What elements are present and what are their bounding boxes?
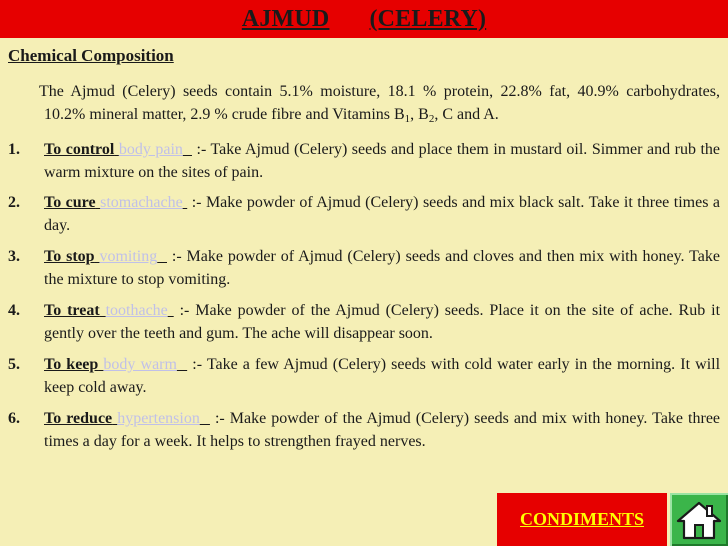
item-text: :- Take a few Ajmud (Celery) seeds with cold water early in the morning. It will keep cold away. [44, 356, 721, 396]
item-number: 4. [8, 302, 20, 319]
intro-text: The Ajmud (Celery) seeds contain 5.1% moisture, 18.1 % protein, 22.8% fat, 40.9% carbohydrates, 10.2% mineral matter, 2.9 % crude fibre and Vitamins B [39, 83, 720, 123]
remedy-link-body-pain[interactable]: body pain [118, 141, 183, 158]
condiments-button[interactable] [497, 493, 667, 546]
intro-text: , C and A. [434, 106, 499, 123]
vitamin-subscript: 2 [428, 113, 435, 125]
item-text: :- Take Ajmud (Celery) seeds and place them in mustard oil. Simmer and rub the warm mixture on the sites of pain. [44, 141, 721, 181]
item-number: 5. [8, 356, 20, 373]
item-lead: To cure [44, 194, 96, 211]
list-item [0, 353, 720, 399]
home-icon [676, 500, 722, 540]
item-number: 6. [8, 410, 20, 427]
item-lead: To stop [44, 248, 95, 265]
remedy-link-stomachache[interactable]: stomachache [100, 194, 183, 211]
remedy-link-vomiting[interactable]: vomiting [99, 248, 158, 265]
remedy-link-toothache[interactable]: toothache [105, 302, 168, 319]
remedy-link-body-warm[interactable]: body warm [103, 356, 177, 373]
title-bar [0, 0, 728, 38]
item-text: :- Make powder of Ajmud (Celery) seeds and cloves and then mix with honey. Take the mixture to stop vomiting. [44, 248, 720, 288]
item-text: :- Make powder of the Ajmud (Celery) seeds. Place it on the site of ache. Rub it gently over the teeth and gum. The ache will disappear soon. [44, 302, 721, 342]
item-number: 2. [8, 194, 20, 211]
list-item [0, 138, 720, 184]
intro-text: , B [410, 106, 429, 123]
list-item [0, 407, 720, 453]
vitamin-subscript: 1 [404, 113, 411, 125]
item-text: :- Make powder of the Ajmud (Celery) seeds and mix with honey. Take three times a day for a week. It helps to strengthen frayed nerves. [44, 410, 721, 450]
item-text: :- Make powder of Ajmud (Celery) seeds and mix black salt. Take it three times a day. [44, 194, 721, 234]
intro-paragraph [39, 80, 720, 131]
title-sub: (CELERY) [369, 5, 487, 32]
home-button[interactable] [670, 493, 728, 546]
item-lead: To treat [44, 302, 100, 319]
remedy-link-hypertension[interactable]: hypertension [117, 410, 200, 427]
title-main: AJMUD [241, 5, 330, 32]
page-title [242, 6, 486, 33]
list-item [0, 299, 720, 345]
item-number: 3. [8, 248, 20, 265]
condiments-label: CONDIMENTS [519, 509, 644, 529]
item-number: 1. [8, 141, 20, 158]
item-lead: To reduce [44, 410, 113, 427]
list-item [0, 191, 720, 237]
section-heading: Chemical Composition [8, 46, 174, 65]
item-lead: To control [44, 141, 115, 158]
list-item [0, 245, 720, 291]
item-lead: To keep [44, 356, 99, 373]
